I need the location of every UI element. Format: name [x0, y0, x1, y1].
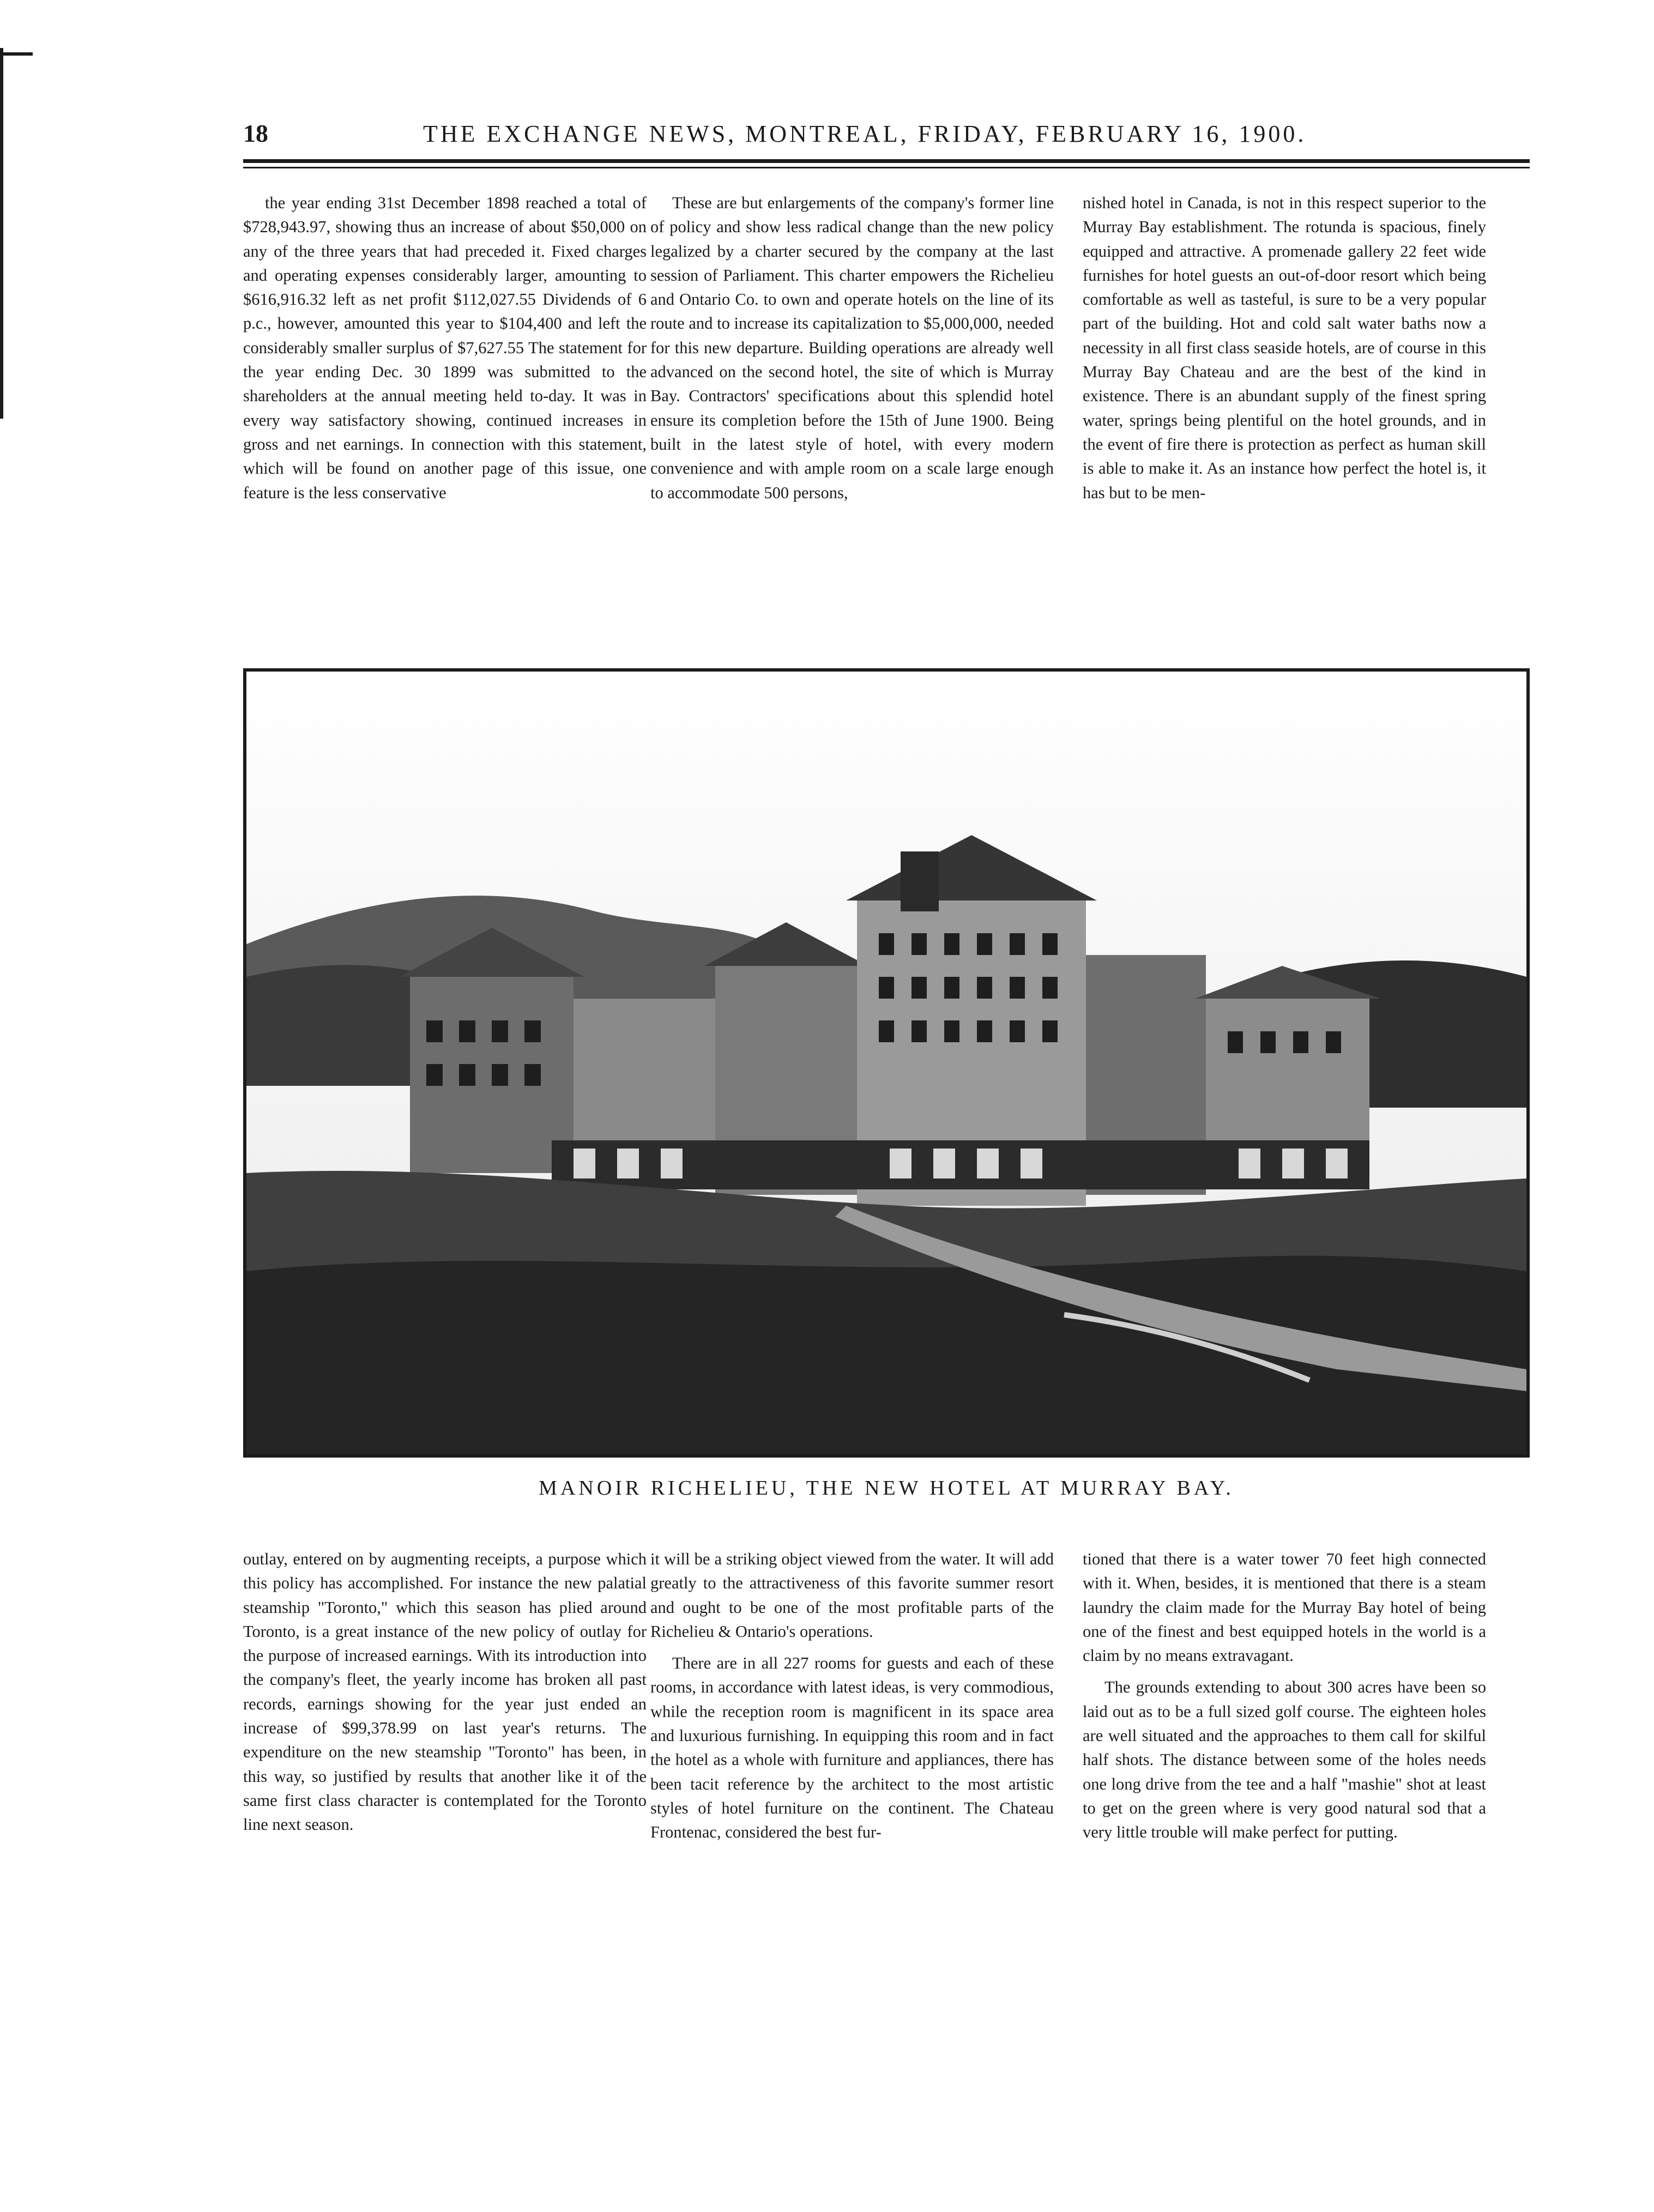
column-text: the year ending 31st December 1898 reached a total of $728,943.97, showing thus an increase of about $50,000 on any of the three years that had preceded it. Fixed charges and operating expenses considerably larger, amounting to $616,916.32 left as net profit $112,027.55 Dividends of 6 p.c., however, amounted this year to $104,400 and left the considerably smaller surplus of $7,627.55 The statement for the year ending Dec. 30 1899 was submitted to the shareholders at the annual meeting held to-day. It was in every way satisfactory showing, continued increases in gross and net earnings. In connection with this statement, which will be found on another page of this issue, one feature is the less conservative — [243, 194, 647, 502]
article-column-1 — [243, 191, 647, 505]
column-text: nished hotel in Canada, is not in this respect superior to the Murray Bay establishment. The rotunda is spacious, finely equipped and attractive. A promenade gallery 22 feet wide furnishes for hotel guests an out-of-door resort which being comfortable as well as tasteful, is sure to be a very popular part of the building. Hot and cold salt water baths now a necessity in all first class seaside hotels, are of course in this Murray Bay Chateau and are the best of the kind in existence. There is an abundant supply of the finest spring water, springs being plentiful on the hotel grounds, and in the event of fire there is protection as perfect as human skill is able to make it. As an instance how perfect the hotel is, it has but to be men- — [1083, 194, 1486, 502]
page-number: 18 — [243, 119, 268, 147]
column-text: These are but enlargements of the company's former line of policy and show less radical change than the new policy legalized by a charter secured by the company at the last session of Parliament. This charter empowers the Richelieu and Ontario Co. to own and operate hotels on the line of its route and to increase its capitalization to $5,000,000, needed for this new departure. Building operations are already well advanced on the second hotel, the site of which is Murray Bay. Contractors' specifications about this splendid hotel ensure its completion before the 15th of June 1900. Being built in the latest style of hotel, with every modern convenience and with ample room on a scale large enough to accommodate 500 persons, — [650, 194, 1054, 502]
column-text: The grounds extending to about 300 acres have been so laid out as to be a full sized golf course. The eighteen holes are well situated and the approaches to them call for skilful half shots. The distance between some of the holes needs one long drive from the tee and a half "mashie" shot at least to get on the green where is very good natural sod that a very little trouble will make perfect for putting. — [1083, 1678, 1486, 1842]
column-text: it will be a striking object viewed from the water. It will add greatly to the attractiveness of this favorite summer resort and ought to be one of the most profitable parts of the Richelieu & Ontario's operations. — [650, 1550, 1054, 1641]
column-text: There are in all 227 rooms for guests and each of these rooms, in accordance with latest ideas, is very commodious, while the reception room is magnificent in its space area and luxurious furnishing. In equipping this room and in fact the hotel as a whole with furniture and appliances, there has been tacit reference by the architect to the most artistic styles of hotel furniture on the continent. The Chateau Frontenac, considered the best fur- — [650, 1654, 1054, 1842]
column-text: outlay, entered on by augmenting receipts, a purpose which this policy has accomplished. For instance the new palatial steamship "Toronto," which this season has plied around Toronto, is a great instance of the new policy of outlay for the purpose of increased earnings. With its introduction into the company's fleet, the yearly income has broken all past records, earnings showing for the year just ended an increase of $99,378.99 on last year's returns. The expenditure on the new steamship "Toronto" has been, in this way, so justified by results that another like it of the same first class character is contemplated for the Toronto line next season. — [243, 1550, 647, 1834]
page-header — [243, 119, 1530, 157]
article-column-3 — [1083, 191, 1486, 505]
hotel-building-image — [246, 672, 1526, 1454]
scan-edge-mark-top — [0, 52, 33, 56]
article-column-4 — [243, 1547, 647, 1837]
article-column-6 — [1083, 1547, 1486, 1845]
article-column-2 — [650, 191, 1054, 505]
article-column-5 — [650, 1547, 1054, 1845]
masthead: THE EXCHANGE NEWS, MONTREAL, FRIDAY, FEBRUARY 16, 1900. — [423, 120, 1307, 147]
scan-edge-mark — [0, 48, 3, 419]
photo-caption: MANOIR RICHELIEU, THE NEW HOTEL AT MURRAY BAY. — [539, 1477, 1234, 1500]
hotel-photograph — [243, 668, 1530, 1458]
column-text: tioned that there is a water tower 70 feet high connected with it. When, besides, it is mentioned that there is a steam laundry the claim made for the Murray Bay hotel of being one of the finest and best equipped hotels in the world is a claim by no means extravagant. — [1083, 1550, 1486, 1665]
header-rule-thin — [243, 167, 1530, 168]
header-rule-thick — [243, 159, 1530, 163]
